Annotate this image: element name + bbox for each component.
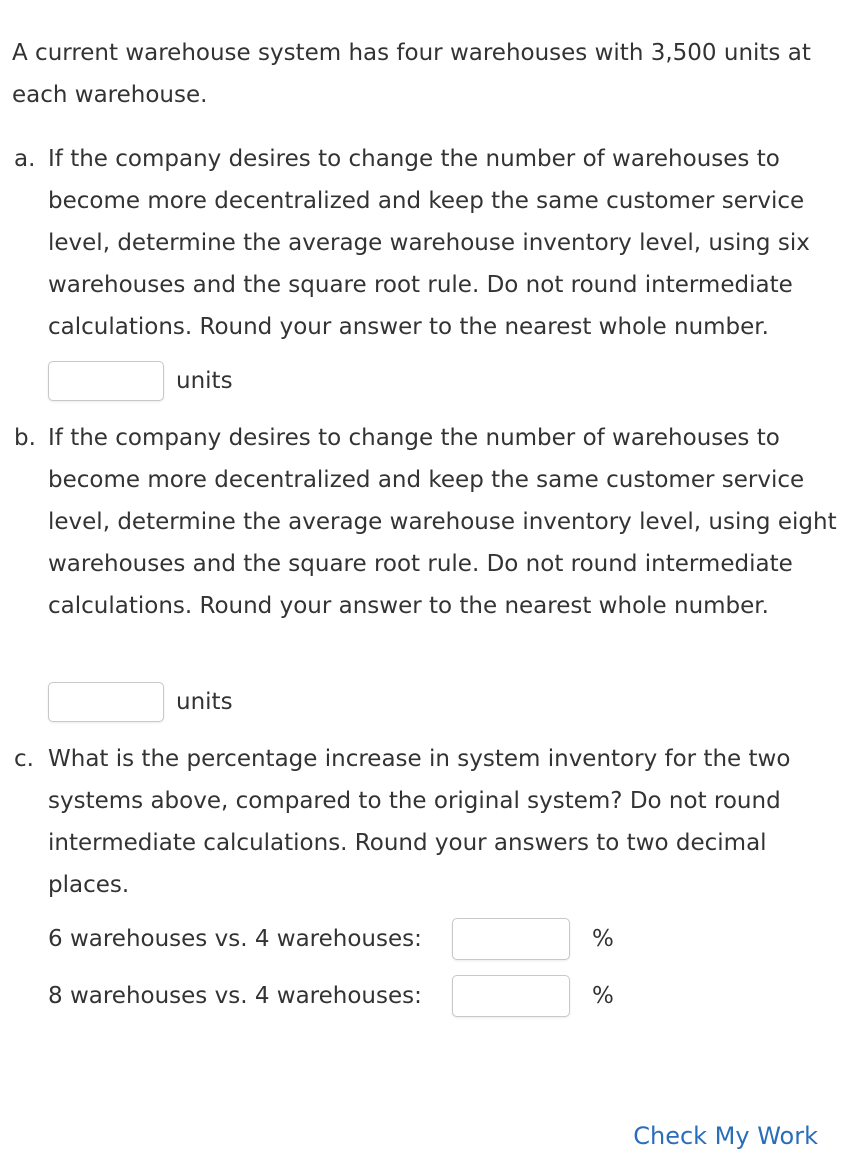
answer-b-row [48, 682, 233, 722]
percent-8-vs-4-input[interactable] [452, 975, 570, 1017]
answer-a-unit: units [176, 368, 233, 394]
question-c [14, 738, 848, 906]
percent-row-8-vs-4-label: 8 warehouses vs. 4 warehouses: [48, 983, 422, 1009]
question-b [14, 417, 848, 627]
percent-8-vs-4-unit: % [592, 983, 614, 1009]
answer-b-unit: units [176, 689, 233, 715]
question-b-letter: b. [14, 425, 36, 451]
percent-row-8-vs-4 [48, 975, 614, 1017]
answer-a-input[interactable] [48, 361, 164, 401]
percent-row-6-vs-4-label: 6 warehouses vs. 4 warehouses: [48, 926, 422, 952]
question-a-text: If the company desires to change the number of warehouses to become more decentralized and keep the same customer service level, determine the average warehouse inventory level, using six warehouses and the square root rule. Do not round intermediate calculations. Round your answer to the nearest whole number. [48, 146, 810, 340]
percent-6-vs-4-input[interactable] [452, 918, 570, 960]
question-b-text: If the company desires to change the number of warehouses to become more decentralized and keep the same customer service level, determine the average warehouse inventory level, using eight warehouses and the square root rule. Do not round intermediate calculations. Round your answer to the nearest whole number. [48, 425, 837, 619]
check-my-work-link[interactable]: Check My Work [633, 1122, 818, 1150]
answer-a-row [48, 361, 233, 401]
question-c-text: What is the percentage increase in system inventory for the two systems above, compared to the original system? Do not round intermediate calculations. Round your answers to two decimal places. [48, 746, 791, 898]
question-c-letter: c. [14, 746, 34, 772]
question-a-letter: a. [14, 146, 36, 172]
question-a [14, 138, 848, 348]
answer-b-input[interactable] [48, 682, 164, 722]
percent-6-vs-4-unit: % [592, 926, 614, 952]
problem-intro: A current warehouse system has four warehouses with 3,500 units at each warehouse. [12, 40, 811, 108]
percent-row-6-vs-4 [48, 918, 614, 960]
